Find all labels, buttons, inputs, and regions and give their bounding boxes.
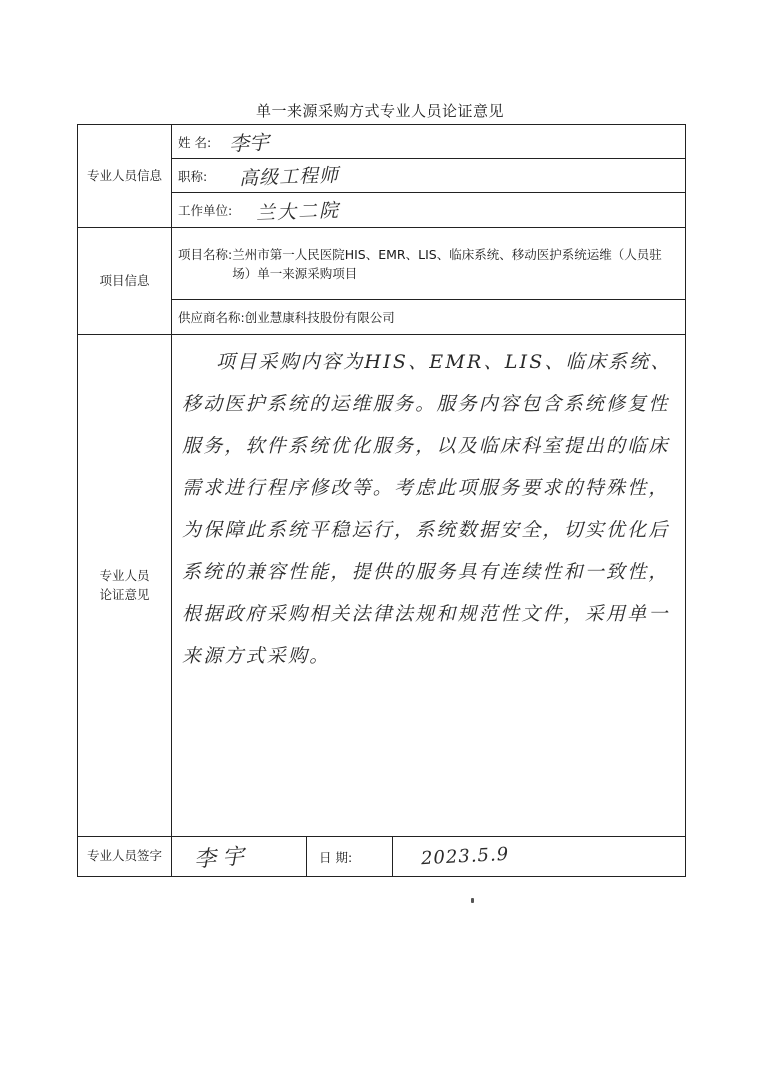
opinion-label-line2: 论证意见	[99, 586, 150, 602]
opinion-section-label	[78, 335, 172, 837]
org-row	[172, 193, 686, 228]
date-label: 日 期:	[307, 837, 393, 877]
signature-label: 专业人员签字	[78, 837, 172, 877]
handwritten-signature: 李宇	[193, 844, 251, 873]
project-info-section-label: 项目信息	[78, 228, 172, 335]
handwritten-date: 2023.5.9	[420, 843, 510, 870]
project-name-value: 兰州市第一人民医院HIS、EMR、LIS、临床系统、移动医护系统运维（人员驻场）单一来源采购项目	[232, 246, 662, 281]
expert-info-section-label: 专业人员信息	[78, 125, 172, 228]
scan-artifact-mark	[471, 898, 474, 903]
supplier-label: 供应商名称:	[178, 310, 245, 325]
name-label: 姓 名:	[178, 134, 212, 150]
name-row	[172, 125, 686, 159]
date-cell	[393, 837, 686, 877]
opinion-label-line1: 专业人员	[99, 567, 150, 583]
supplier-value: 创业慧康科技股份有限公司	[244, 310, 395, 325]
title-label: 职称:	[178, 168, 208, 184]
signature-cell	[172, 837, 307, 877]
opinion-cell	[172, 335, 686, 837]
opinion-handwritten-text: 项目采购内容为HIS、EMR、LIS、临床系统、移动医护系统的运维服务。服务内容包含系统修复性服务，软件系统优化服务，以及临床科室提出的临床需求进行程序修改等。考虑此项服务要求的特殊性，为保障此系统平稳运行，系统数据安全，切实优化后系统的兼容性能，提供的服务具有连续性和一致性，根据政府采购相关法律法规和规范性文件，采用单一来源方式采购。	[182, 351, 672, 667]
review-form-table	[77, 124, 686, 877]
project-name-row	[172, 228, 686, 300]
title-handwritten-value: 高级工程师	[238, 164, 340, 190]
org-label: 工作单位:	[178, 203, 233, 218]
supplier-row	[172, 300, 686, 335]
project-name-label: 项目名称:	[178, 246, 233, 262]
name-handwritten-value: 李宇	[228, 129, 270, 157]
title-row	[172, 159, 686, 193]
org-handwritten-value: 兰大二院	[255, 199, 341, 224]
document-title: 单一来源采购方式专业人员论证意见	[255, 102, 504, 120]
